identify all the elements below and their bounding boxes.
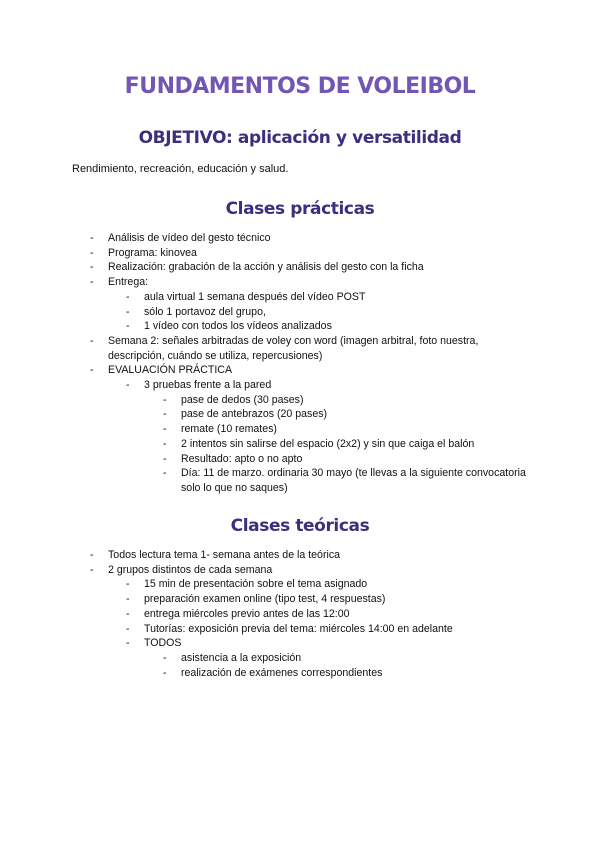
list-item-text: - 1 vídeo con todos los vídeos analizados — [144, 320, 332, 333]
grupos-sublist — [144, 577, 528, 680]
list-item — [108, 334, 528, 363]
intro-text: Rendimiento, recreación, educación y salud. — [72, 163, 289, 175]
list-item — [108, 363, 528, 495]
list-item — [144, 607, 528, 622]
list-item — [108, 260, 528, 275]
entrega-sublist — [144, 290, 528, 334]
list-item-text: - Entrega: — [108, 276, 149, 289]
list-item-text: - realización de exámenes correspondientes — [181, 666, 383, 679]
list-item — [144, 577, 528, 592]
list-item-text: - 3 pruebas frente a la pared — [144, 379, 272, 392]
list-item — [181, 407, 528, 422]
list-item-text: - 2 intentos sin salirse del espacio (2x2) y sin que caiga el balón — [181, 437, 475, 450]
pruebas-sublist — [181, 393, 528, 496]
list-item — [144, 319, 528, 334]
list-item — [181, 422, 528, 437]
list-item-text: - Análisis de vídeo del gesto técnico — [108, 232, 271, 244]
list-item-text: - Programa: kinovea — [108, 246, 197, 259]
list-item — [181, 452, 528, 467]
list-item — [108, 275, 528, 334]
list-item-text: - EVALUACIÓN PRÁCTICA — [108, 364, 233, 377]
list-item-text: - Todos lectura tema 1- semana antes de la teórica — [108, 549, 341, 561]
list-item-text: - 15 min de presentación sobre el tema asignado — [144, 578, 368, 591]
list-item — [108, 563, 528, 681]
teoricas-list — [108, 548, 528, 680]
list-item — [144, 592, 528, 607]
list-item-text: - asistencia a la exposición — [181, 651, 302, 664]
list-item — [144, 290, 528, 305]
list-item — [181, 393, 528, 408]
evaluacion-sublist — [144, 378, 528, 496]
list-item-text: - Realización: grabación de la acción y análisis del gesto con la ficha — [108, 261, 424, 274]
list-item — [144, 636, 528, 680]
list-item-text: - Tutorías: exposición previa del tema: miércoles 14:00 en adelante — [144, 622, 453, 635]
objective-heading: OBJETIVO: aplicación y versatilidad — [138, 128, 462, 148]
list-item — [144, 305, 528, 320]
list-item-text: - Día: 11 de marzo. ordinaria 30 mayo (te llevas a la siguiente convocatoria solo lo que no saques) — [181, 467, 526, 494]
teoricas-heading: Clases teóricas — [230, 516, 370, 536]
list-item — [108, 231, 528, 246]
todos-sublist — [181, 651, 528, 680]
practicas-list — [108, 231, 528, 496]
list-item — [181, 666, 528, 681]
list-item-text: - Semana 2: señales arbitradas de voley con word (imagen arbitral, foto nuestra, descripción, cuándo se utiliza, repercusiones) — [108, 334, 479, 362]
practicas-heading: Clases prácticas — [225, 199, 375, 219]
list-item — [181, 466, 528, 495]
list-item — [181, 437, 528, 452]
list-item — [108, 548, 528, 563]
list-item-text: - preparación examen online (tipo test, 4 respuestas) — [144, 593, 386, 606]
list-item — [144, 622, 528, 637]
list-item-text: - TODOS — [144, 637, 182, 650]
list-item — [144, 378, 528, 496]
list-item-text: - sólo 1 portavoz del grupo, — [144, 305, 266, 318]
document-title: FUNDAMENTOS DE VOLEIBOL — [124, 74, 476, 99]
list-item-text: - pase de dedos (30 pases) — [181, 393, 304, 406]
list-item — [108, 246, 528, 261]
list-item-text: - pase de antebrazos (20 pases) — [181, 408, 328, 421]
list-item — [181, 651, 528, 666]
list-item-text: - remate (10 remates) — [181, 423, 277, 436]
list-item-text: - Resultado: apto o no apto — [181, 452, 303, 465]
list-item-text: - 2 grupos distintos de cada semana — [108, 563, 273, 576]
list-item-text: - entrega miércoles previo antes de las 12:00 — [144, 607, 350, 620]
list-item-text: - aula virtual 1 semana después del vídeo POST — [144, 290, 366, 303]
